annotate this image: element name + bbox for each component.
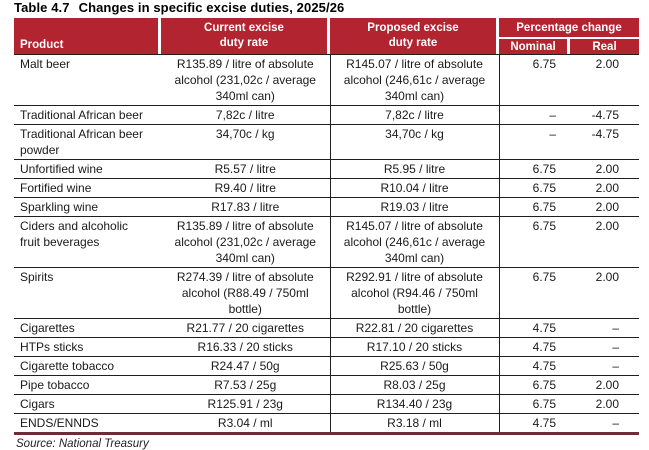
nominal-change-cell: 6.75: [499, 268, 568, 319]
current-duty-cell: R7.53 / 25g: [161, 376, 330, 395]
current-duty-cell: R9.40 / litre: [161, 179, 330, 198]
col-header-real: Real: [570, 39, 639, 54]
table-row: [14, 217, 639, 268]
product-cell: Unfortified wine: [14, 160, 161, 179]
product-cell: HTPs sticks: [14, 338, 161, 357]
proposed-duty-cell: R8.03 / 25g: [330, 376, 499, 395]
table-row: [14, 160, 639, 179]
current-duty-cell: R125.91 / 23g: [161, 395, 330, 414]
proposed-duty-cell: R3.18 / ml: [330, 414, 499, 433]
current-duty-cell: R17.83 / litre: [161, 198, 330, 217]
proposed-duty-cell: R17.10 / 20 sticks: [330, 338, 499, 357]
nominal-change-cell: –: [499, 106, 568, 125]
nominal-change-cell: 6.75: [499, 160, 568, 179]
col-header-current-excise: [161, 18, 327, 54]
current-duty-cell: R16.33 / 20 sticks: [161, 338, 330, 357]
nominal-change-cell: 6.75: [499, 217, 568, 268]
nominal-change-cell: 4.75: [499, 319, 568, 338]
proposed-duty-cell: R134.40 / 23g: [330, 395, 499, 414]
percentage-subheaders: [499, 39, 639, 54]
table-row: [14, 414, 639, 433]
table-row: [14, 198, 639, 217]
page-title: [14, 0, 344, 15]
real-change-cell: –: [568, 357, 639, 376]
real-change-cell: 2.00: [568, 217, 639, 268]
col-group-header-percentage-change: Percentage change: [499, 18, 639, 37]
product-cell: Fortified wine: [14, 179, 161, 198]
current-duty-cell: R135.89 / litre of absolute alcohol (231,02c / average 340ml can): [161, 217, 330, 268]
table-row: [14, 106, 639, 125]
product-cell: Malt beer: [14, 55, 161, 106]
table-row: [14, 125, 639, 160]
current-duty-cell: R21.77 / 20 cigarettes: [161, 319, 330, 338]
col-header-proposed-line2: duty rate: [388, 37, 438, 49]
source-note: Source: National Treasury: [16, 437, 149, 450]
col-header-current-line1: Current excise: [204, 22, 284, 34]
col-group-percentage-change: [499, 18, 639, 54]
real-change-cell: 2.00: [568, 160, 639, 179]
nominal-change-cell: 6.75: [499, 179, 568, 198]
proposed-duty-cell: R145.07 / litre of absolute alcohol (246,61c / average 340ml can): [330, 217, 499, 268]
current-duty-cell: R135.89 / litre of absolute alcohol (231,02c / average 340ml can): [161, 55, 330, 106]
excise-table: [14, 18, 639, 450]
product-cell: Cigarettes: [14, 319, 161, 338]
current-duty-cell: R24.47 / 50g: [161, 357, 330, 376]
product-cell: Ciders and alcoholic fruit beverages: [14, 217, 161, 268]
real-change-cell: 2.00: [568, 376, 639, 395]
real-change-cell: -4.75: [568, 106, 639, 125]
col-header-proposed-line1: Proposed excise: [367, 22, 459, 34]
proposed-duty-cell: R10.04 / litre: [330, 179, 499, 198]
table-row: [14, 319, 639, 338]
proposed-duty-cell: R22.81 / 20 cigarettes: [330, 319, 499, 338]
table-row: [14, 179, 639, 198]
proposed-duty-cell: R5.95 / litre: [330, 160, 499, 179]
current-duty-cell: 7,82c / litre: [161, 106, 330, 125]
real-change-cell: –: [568, 338, 639, 357]
proposed-duty-cell: R292.91 / litre of absolute alcohol (R94.46 / 750ml bottle): [330, 268, 499, 319]
product-cell: Cigars: [14, 395, 161, 414]
product-cell: Pipe tobacco: [14, 376, 161, 395]
nominal-change-cell: 6.75: [499, 395, 568, 414]
current-duty-cell: R5.57 / litre: [161, 160, 330, 179]
proposed-duty-cell: R145.07 / litre of absolute alcohol (246,61c / average 340ml can): [330, 55, 499, 106]
product-cell: Sparkling wine: [14, 198, 161, 217]
proposed-duty-cell: 34,70c / kg: [330, 125, 499, 160]
current-duty-cell: 34,70c / kg: [161, 125, 330, 160]
real-change-cell: 2.00: [568, 198, 639, 217]
table-number: Table 4.7: [14, 0, 70, 15]
real-change-cell: –: [612, 416, 619, 430]
nominal-change-cell: 4.75: [499, 357, 568, 376]
nominal-change-cell: 6.75: [499, 198, 568, 217]
table-header-row: [14, 18, 639, 54]
proposed-duty-cell: 7,82c / litre: [330, 106, 499, 125]
col-header-current-line2: duty rate: [219, 37, 269, 49]
product-cell: Traditional African beer powder: [14, 125, 161, 160]
real-change-cell: 2.00: [568, 268, 639, 319]
real-change-cell: 2.00: [568, 55, 639, 106]
product-cell: Cigarette tobacco: [14, 357, 161, 376]
nominal-change-cell: 6.75: [499, 55, 568, 106]
nominal-change-cell: 4.75: [499, 338, 568, 357]
current-duty-cell: R3.04 / ml: [217, 416, 273, 430]
table-row: [14, 376, 639, 395]
col-header-proposed-excise: [330, 18, 496, 54]
table-title-text: Changes in specific excise duties, 2025/26: [78, 0, 345, 15]
real-change-cell: 2.00: [568, 395, 639, 414]
col-header-nominal: Nominal: [499, 39, 567, 54]
current-duty-cell: R274.39 / litre of absolute alcohol (R88.49 / 750ml bottle): [161, 268, 330, 319]
real-change-cell: 2.00: [568, 179, 639, 198]
real-change-cell: –: [568, 319, 639, 338]
nominal-change-cell: 4.75: [499, 414, 568, 433]
real-change-cell: -4.75: [568, 125, 639, 160]
table-row: [14, 338, 639, 357]
table-row: [14, 268, 639, 319]
table-row: [14, 395, 639, 414]
product-cell: Spirits: [14, 268, 161, 319]
nominal-change-cell: –: [499, 125, 568, 160]
product-cell: ENDS/ENNDS: [20, 416, 99, 430]
product-cell: Traditional African beer: [14, 106, 161, 125]
excise-table-body: [14, 54, 639, 432]
nominal-change-cell: 6.75: [499, 376, 568, 395]
proposed-duty-cell: R19.03 / litre: [330, 198, 499, 217]
table-row: [14, 357, 639, 376]
col-header-product: Product: [14, 18, 158, 54]
table-row: [14, 55, 639, 106]
table-bottom-rule: [14, 432, 639, 435]
proposed-duty-cell: R25.63 / 50g: [330, 357, 499, 376]
